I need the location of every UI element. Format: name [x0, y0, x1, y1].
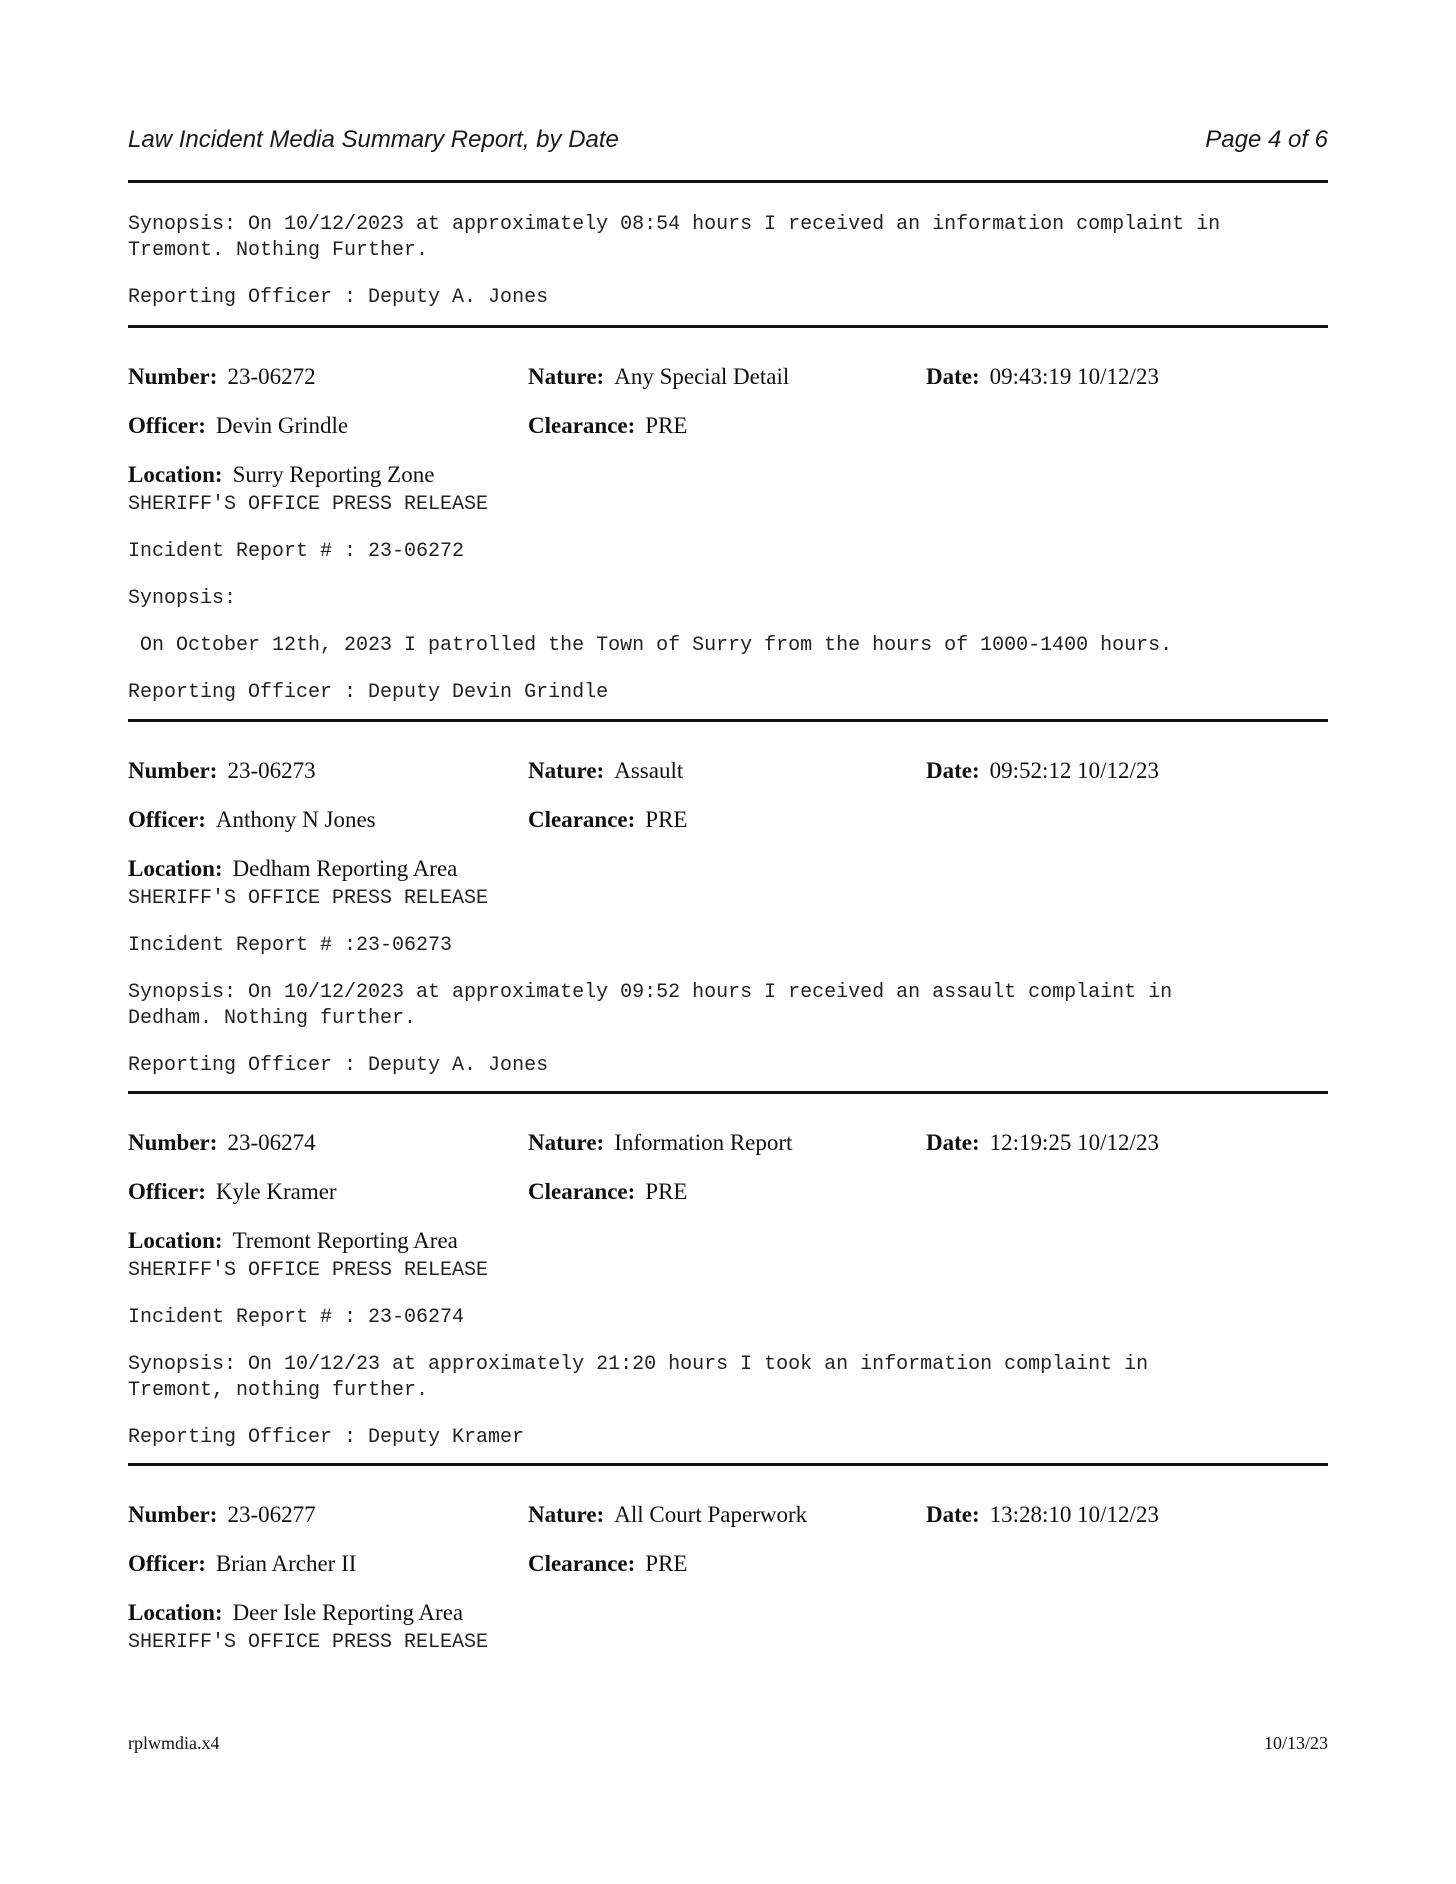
carryover-reporting-officer: Reporting Officer : Deputy A. Jones [128, 286, 549, 309]
incident-location: Location: Deer Isle Reporting Area [128, 1600, 464, 1625]
section-rule [128, 1463, 1328, 1466]
incident-clearance: Clearance: PRE [528, 1179, 688, 1204]
incident-officer: Officer: Brian Archer II [128, 1551, 357, 1576]
report-title: Law Incident Media Summary Report, by Date [128, 126, 619, 153]
synopsis-line2: Dedham. Nothing further. [128, 1007, 417, 1030]
incident-number: Number: 23-06273 [128, 758, 316, 783]
carryover-synopsis-line1: Synopsis: On 10/12/2023 at approximately 08:54 hours I received an information complaint in [128, 213, 1221, 236]
incident-nature: Nature: Any Special Detail [528, 364, 790, 389]
footer-file-name: rplwmdia.x4 [128, 1733, 220, 1753]
section-rule [128, 1091, 1328, 1094]
incident-report-number: Incident Report # :23-06273 [128, 934, 453, 957]
incident-nature: Nature: Information Report [528, 1130, 793, 1155]
incident-date: Date: 09:43:19 10/12/23 [926, 364, 1159, 389]
press-release-label: SHERIFF'S OFFICE PRESS RELEASE [128, 887, 489, 910]
reporting-officer: Reporting Officer : Deputy A. Jones [128, 1054, 549, 1077]
section-rule [128, 719, 1328, 722]
reporting-officer: Reporting Officer : Deputy Kramer [128, 1426, 525, 1449]
synopsis-body: On October 12th, 2023 I patrolled the Town of Surry from the hours of 1000-1400 hours. [128, 634, 1173, 657]
incident-number: Number: 23-06274 [128, 1130, 316, 1155]
reporting-officer: Reporting Officer : Deputy Devin Grindle [128, 681, 609, 704]
incident-number: Number: 23-06272 [128, 364, 316, 389]
report-page [128, 0, 1328, 1884]
incident-date: Date: 09:52:12 10/12/23 [926, 758, 1159, 783]
incident-number: Number: 23-06277 [128, 1502, 316, 1527]
incident-nature: Nature: All Court Paperwork [528, 1502, 808, 1527]
incident-location: Location: Surry Reporting Zone [128, 462, 435, 487]
incident-officer: Officer: Anthony N Jones [128, 807, 376, 832]
carryover-synopsis-line2: Tremont. Nothing Further. [128, 239, 429, 262]
incident-officer: Officer: Devin Grindle [128, 413, 349, 438]
incident-location: Location: Dedham Reporting Area [128, 856, 458, 881]
synopsis-line2: Tremont, nothing further. [128, 1379, 429, 1402]
press-release-label: SHERIFF'S OFFICE PRESS RELEASE [128, 493, 489, 516]
incident-location: Location: Tremont Reporting Area [128, 1228, 458, 1253]
incident-clearance: Clearance: PRE [528, 1551, 688, 1576]
section-rule [128, 325, 1328, 328]
synopsis-label: Synopsis: [128, 587, 237, 610]
synopsis-line1: Synopsis: On 10/12/2023 at approximately 09:52 hours I received an assault complaint in [128, 981, 1173, 1004]
incident-date: Date: 13:28:10 10/12/23 [926, 1502, 1159, 1527]
incident-report-number: Incident Report # : 23-06274 [128, 1306, 465, 1329]
footer-print-date: 10/13/23 [1263, 1733, 1328, 1753]
synopsis-line1: Synopsis: On 10/12/23 at approximately 21:20 hours I took an information complaint in [128, 1353, 1149, 1376]
incident-officer: Officer: Kyle Kramer [128, 1179, 337, 1204]
incident-clearance: Clearance: PRE [528, 413, 688, 438]
page-number: Page 4 of 6 [1205, 126, 1328, 153]
incident-clearance: Clearance: PRE [528, 807, 688, 832]
incident-report-number: Incident Report # : 23-06272 [128, 540, 465, 563]
press-release-label: SHERIFF'S OFFICE PRESS RELEASE [128, 1631, 489, 1654]
incident-nature: Nature: Assault [528, 758, 684, 783]
incident-date: Date: 12:19:25 10/12/23 [926, 1130, 1159, 1155]
press-release-label: SHERIFF'S OFFICE PRESS RELEASE [128, 1259, 489, 1282]
header-rule [128, 180, 1328, 183]
